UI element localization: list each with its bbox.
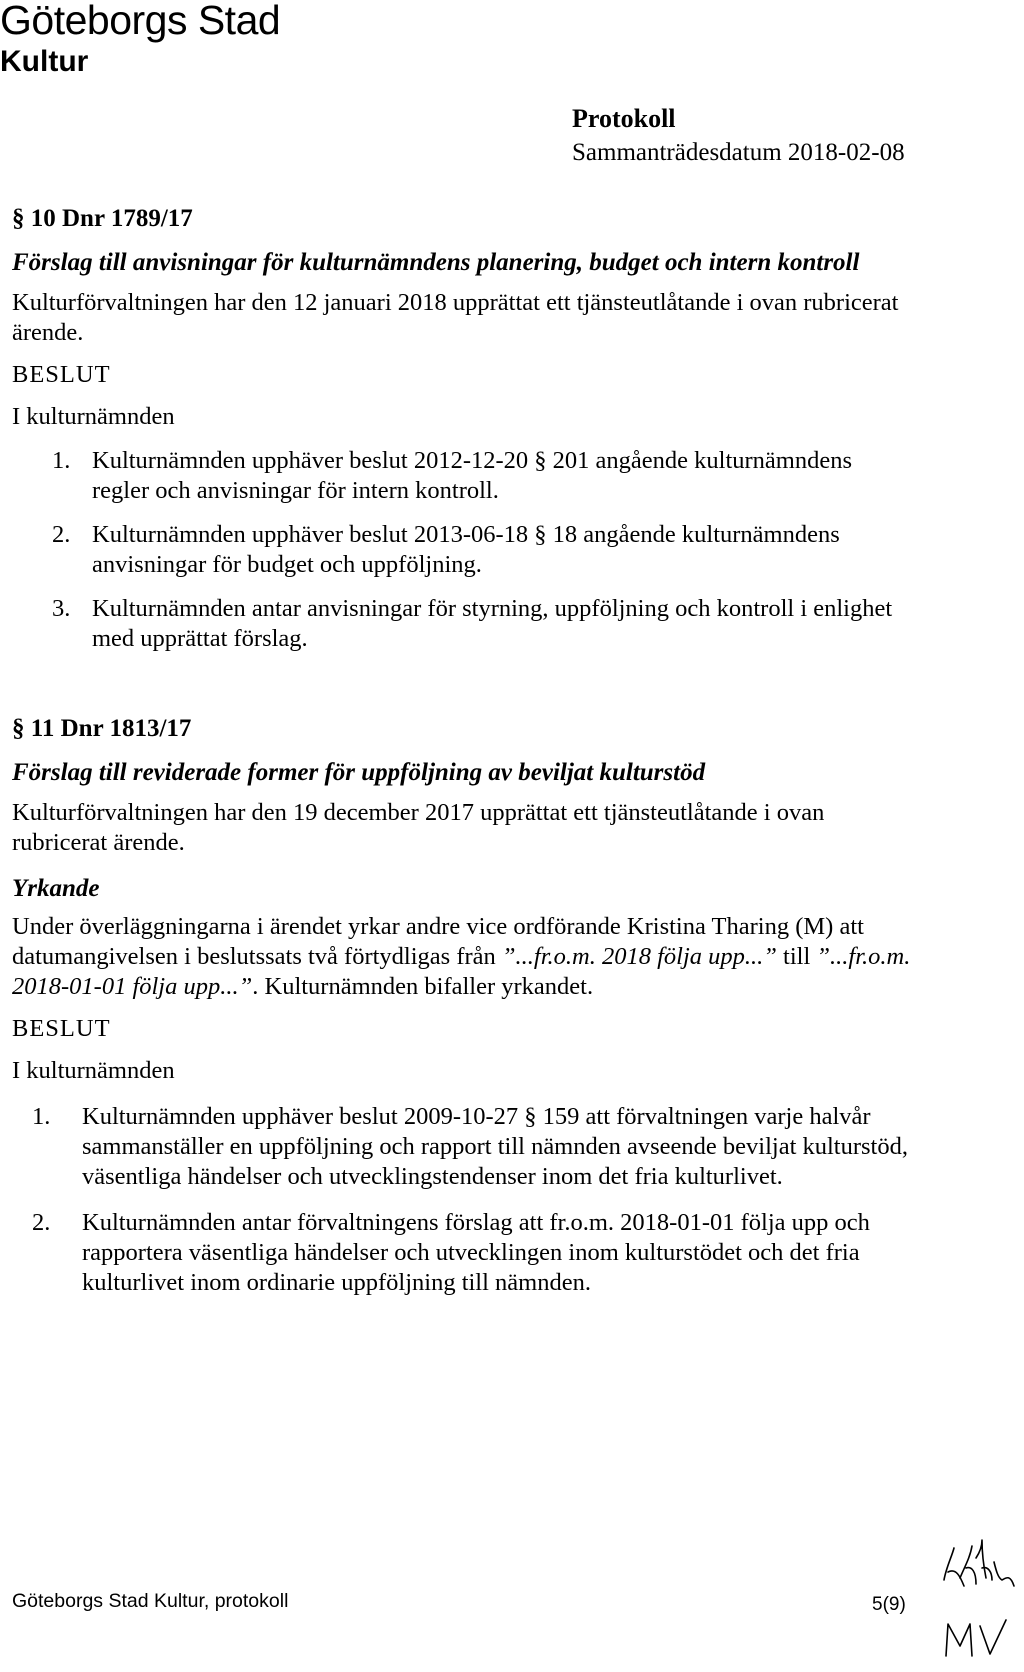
decision-instance: I kulturnämnden	[12, 403, 175, 430]
decision-item	[52, 594, 912, 654]
decision-number: 2.	[32, 1209, 51, 1236]
decision-instance: I kulturnämnden	[12, 1057, 175, 1084]
decision-text: Kulturnämnden upphäver beslut 2013-06-18 § 18 angående kulturnämndens anvisningar för budget och uppföljning.	[92, 521, 840, 578]
decision-number: 1.	[32, 1103, 51, 1130]
decision-list	[12, 446, 912, 654]
decision-item	[52, 520, 912, 580]
document-type: Protokoll	[572, 104, 676, 133]
yrkande-heading: Yrkande	[12, 875, 100, 902]
footer-label: Göteborgs Stad Kultur, protokoll	[12, 1590, 289, 1612]
yrkande-text-part: . Kulturnämnden bifaller yrkandet.	[252, 973, 594, 1000]
decision-number: 1.	[52, 447, 71, 474]
decision-number: 3.	[52, 595, 71, 622]
decision-number: 2.	[52, 521, 71, 548]
beslut-heading: BESLUT	[12, 1015, 111, 1042]
section-paragraph-11	[12, 714, 992, 1298]
meeting-date: Sammanträdesdatum 2018-02-08	[572, 139, 905, 166]
org-logo	[0, 0, 280, 79]
paragraph-heading: § 10 Dnr 1789/17	[12, 205, 193, 232]
page-number: 5(9)	[872, 1594, 906, 1615]
decision-item	[32, 1102, 942, 1192]
decision-list	[12, 1102, 942, 1298]
section-paragraph-10	[12, 204, 992, 654]
decision-text: Kulturnämnden upphäver beslut 2009-10-27 § 159 att förvaltningen varje halvår sammanställer en uppföljning och rapport till nämnden avseende beviljat kulturstöd, väsentliga händelser och utvecklingstendenser inom det fria kulturlivet.	[82, 1103, 908, 1190]
document-header	[572, 102, 905, 170]
section-intro: Kulturförvaltningen har den 19 december 2017 upprättat ett tjänsteutlåtande i ovan rubricerat ärende.	[12, 799, 825, 856]
section-title: Förslag till anvisningar för kulturnämndens planering, budget och intern kontroll	[12, 249, 860, 276]
yrkande-text	[12, 912, 942, 1002]
yrkande-text-part: Under överläggningarna i ärendet yrkar andre vice ordförande Kristina Tharing (M) att datumangivelsen i beslutssats två förtydligas från	[12, 913, 864, 970]
decision-item	[52, 446, 912, 506]
department-name: Kultur	[0, 45, 89, 78]
beslut-heading: BESLUT	[12, 361, 111, 388]
yrkande-quote: ”...fr.o.m. 2018-01-01 följa upp...”	[12, 943, 911, 1000]
section-title: Förslag till reviderade former för uppföljning av beviljat kulturstöd	[12, 759, 706, 786]
decision-text: Kulturnämnden antar förvaltningens förslag att fr.o.m. 2018-01-01 följa upp och rapportera väsentliga händelser och utvecklingen inom kulturstödet och det fria kulturlivet inom ordinarie uppföljning till nämnden.	[82, 1209, 870, 1296]
yrkande-text-part: till	[776, 943, 817, 970]
decision-text: Kulturnämnden antar anvisningar för styrning, uppföljning och kontroll i enlighet med upprättat förslag.	[92, 595, 893, 652]
section-intro: Kulturförvaltningen har den 12 januari 2018 upprättat ett tjänsteutlåtande i ovan rubricerat ärende.	[12, 289, 899, 346]
decision-text: Kulturnämnden upphäver beslut 2012-12-20 § 201 angående kulturnämndens regler och anvisningar för intern kontroll.	[92, 447, 853, 504]
decision-item	[32, 1208, 942, 1298]
yrkande-quote: ”...fr.o.m. 2018 följa upp...”	[501, 943, 777, 970]
handwritten-initials-icon	[930, 1528, 1020, 1668]
org-name: Göteborgs Stad	[0, 0, 281, 43]
paragraph-heading: § 11 Dnr 1813/17	[12, 715, 192, 742]
